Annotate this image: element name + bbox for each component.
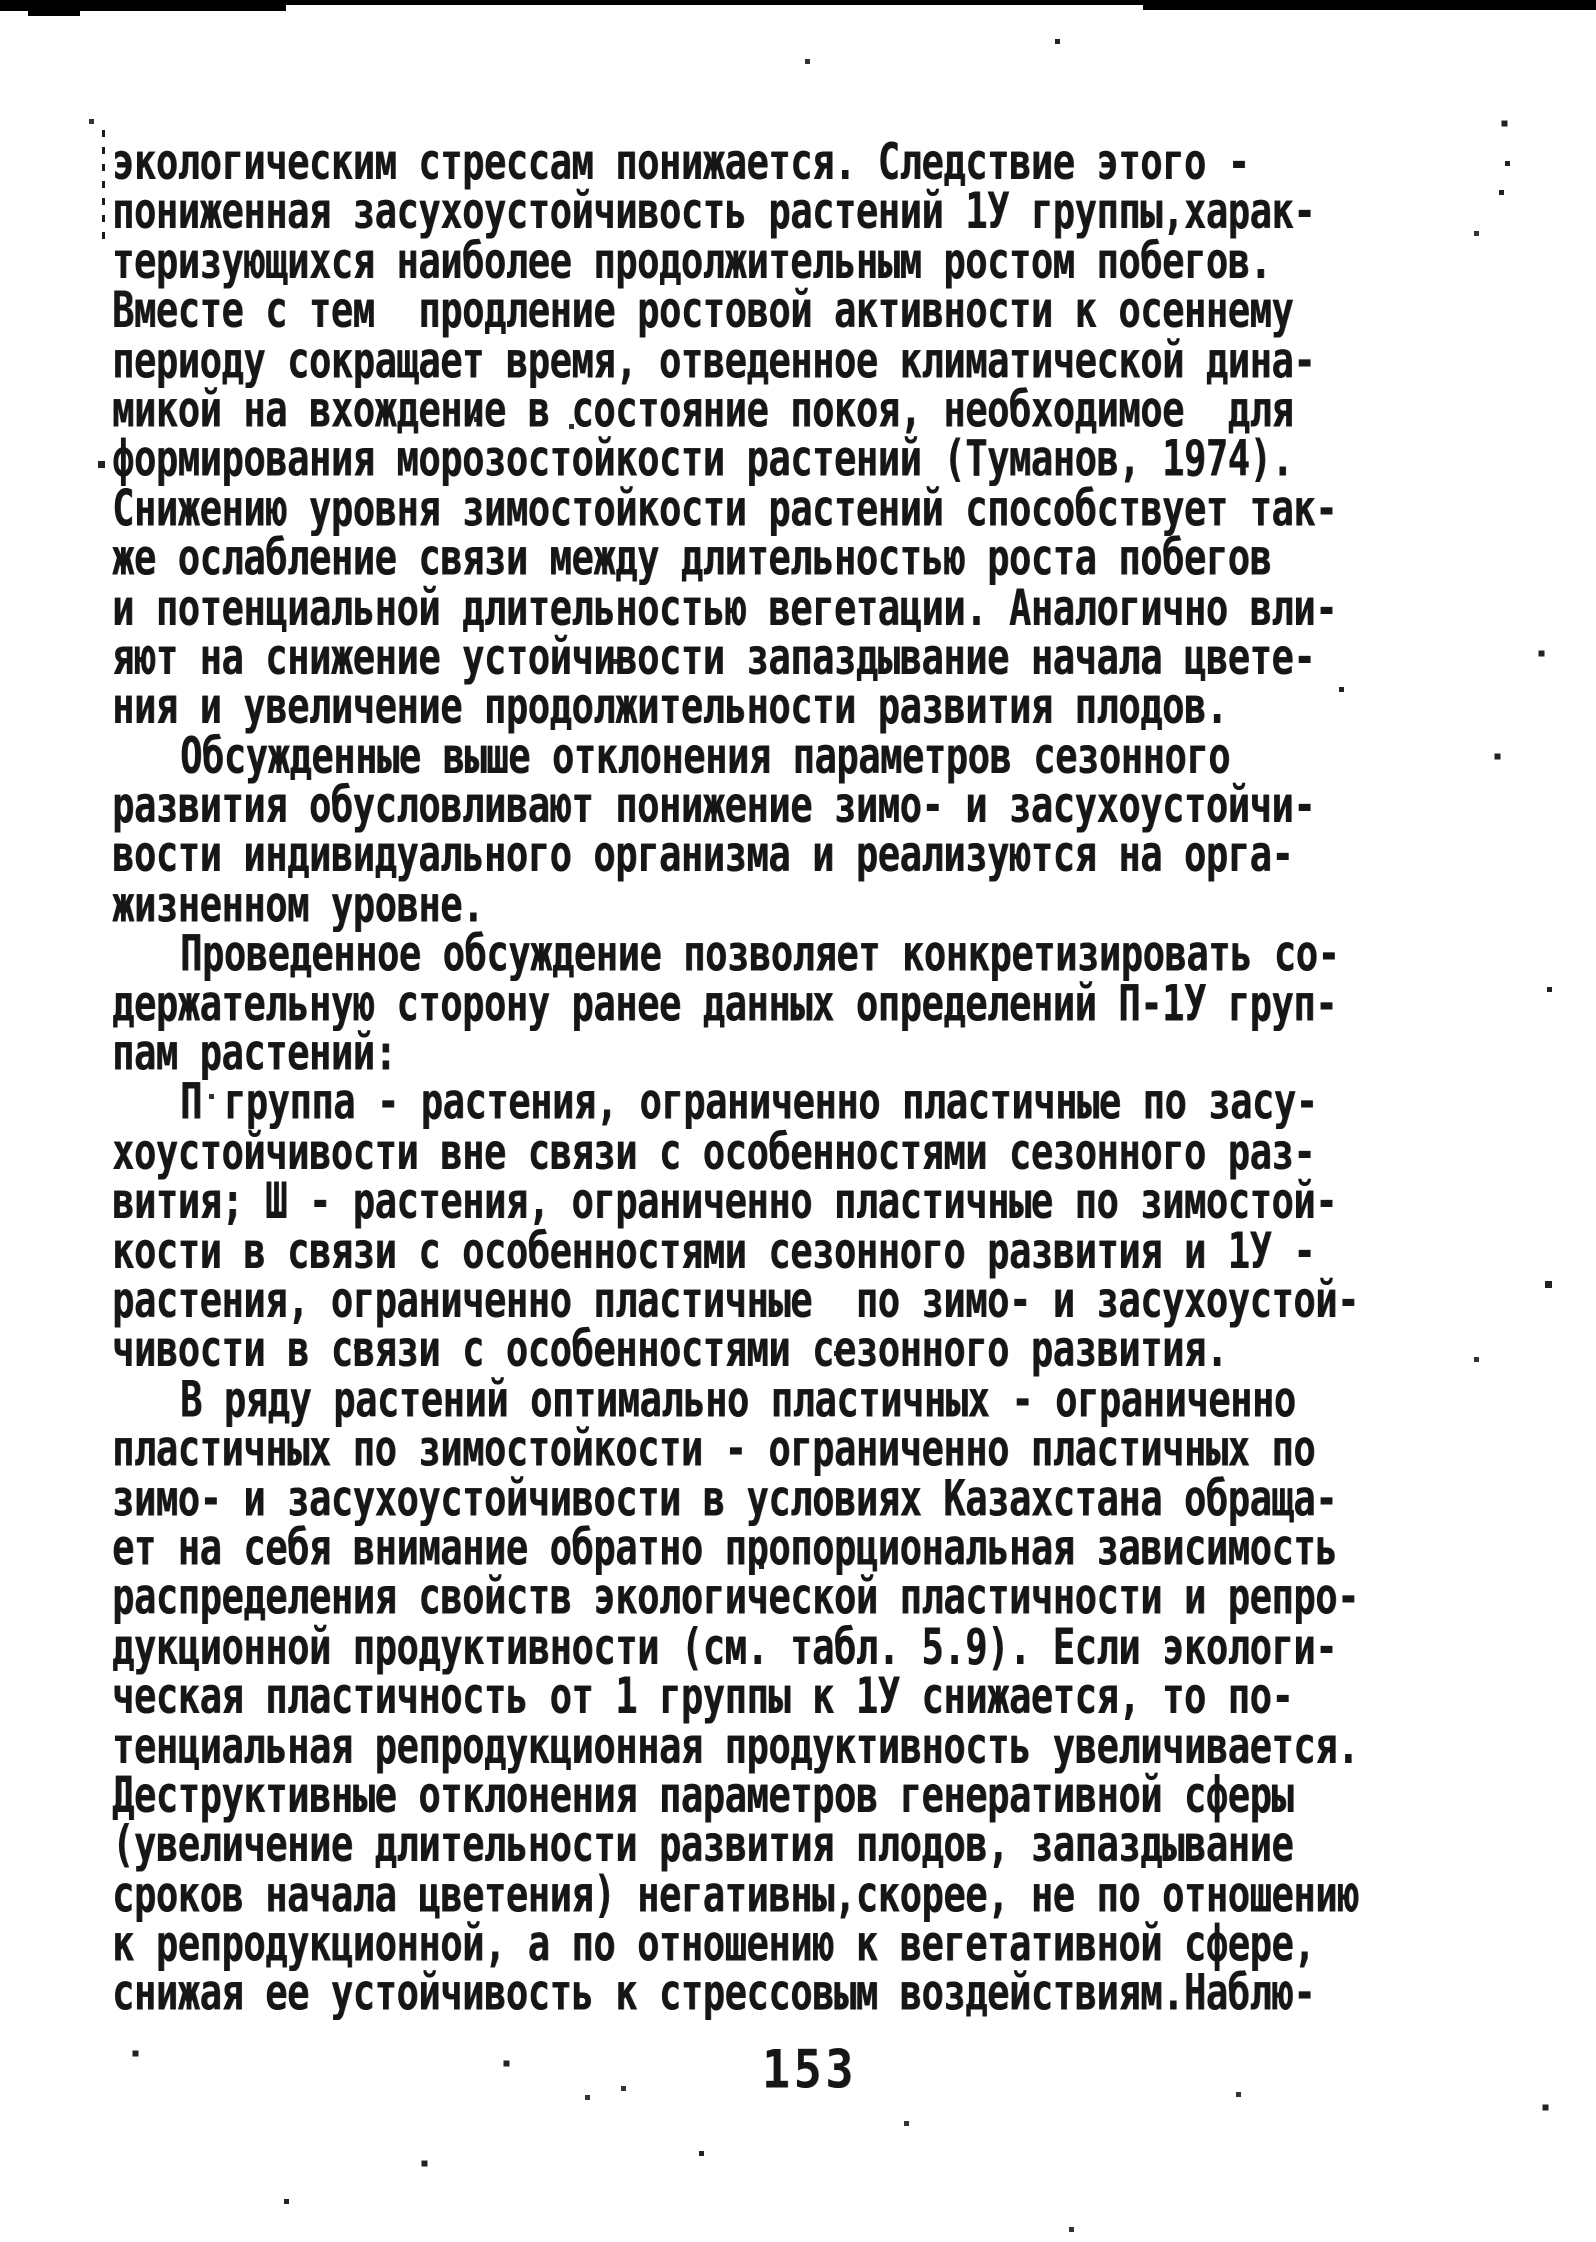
text-line: растения, ограниченно пластичные по зимо- и засухоустой- xyxy=(112,1270,1359,1330)
text-line: Вместе с тем продление ростовой активности к осеннему xyxy=(112,281,1294,340)
text-line: Снижению уровня зимостойкости растений способствует так- xyxy=(112,478,1338,538)
text-line: теризующихся наиболее продолжительным ростом побегов. xyxy=(112,231,1272,291)
text-line: ческая пластичность от 1 группы к 1У снижается, то по- xyxy=(112,1666,1294,1726)
text-line: держательную сторону ранее данных определений П-1У груп- xyxy=(112,973,1338,1033)
text-line: чивости в связи с особенностями сезонного развития. xyxy=(112,1320,1228,1379)
text-line: же ослабление связи между длительностью роста побегов xyxy=(112,528,1272,587)
text-line: сроков начала цветения) негативны,скорее, не по отношению xyxy=(112,1864,1359,1924)
text-line: кости в связи с особенностями сезонного развития и 1У - xyxy=(112,1221,1316,1280)
text-line: жизненном уровне. xyxy=(112,874,484,934)
margin-dash-artifact xyxy=(102,130,105,240)
page-text xyxy=(112,132,1532,2023)
text-line: хоустойчивости вне связи с особенностями сезонного раз- xyxy=(112,1122,1316,1181)
text-line: экологическим стрессам понижается. Следствие этого - xyxy=(112,132,1250,192)
text-line: П группа - растения, ограниченно пластичные по засу- xyxy=(180,1072,1318,1132)
text-line: тенциальная репродукционная продуктивность увеличивается. xyxy=(112,1716,1359,1775)
text-line: ния и увеличение продолжительности развития плодов. xyxy=(112,676,1228,736)
scan-edge-artifact-top-right xyxy=(1143,0,1596,10)
text-line: дукционной продуктивности (см. табл. 5.9). Если экологи- xyxy=(112,1617,1338,1676)
text-line: пам растений: xyxy=(112,1023,397,1082)
text-line: зимо- и засухоустойчивости в условиях Казахстана обраща- xyxy=(112,1468,1338,1528)
text-line: Проведенное обсуждение позволяет конкретизировать со- xyxy=(180,924,1340,983)
text-line: развития обусловливают понижение зимо- и засухоустойчи- xyxy=(112,775,1316,835)
text-line: снижая ее устойчивость к стрессовым воздействиям.Наблю- xyxy=(112,1963,1316,2023)
text-line: Обсужденные выше отклонения параметров сезонного xyxy=(180,726,1231,785)
text-line: формирования морозостойкости растений (Туманов, 1974). xyxy=(112,429,1294,488)
text-line: и потенциальной длительностью вегетации. Аналогично вли- xyxy=(112,577,1338,637)
text-line: вития; Ш - растения, ограниченно пластичные по зимостой- xyxy=(112,1171,1338,1231)
text-line: ет на себя внимание обратно пропорциональная зависимость xyxy=(112,1518,1338,1577)
toner-speck-artifacts xyxy=(0,0,3,3)
text-line: яют на снижение устойчивости запаздывание начала цвете- xyxy=(112,627,1316,686)
scan-edge-artifact-tick xyxy=(28,10,80,16)
text-line: вости индивидуального организма и реализуются на орга- xyxy=(112,825,1294,884)
text-line: периоду сокращает время, отведенное климатической дина- xyxy=(112,330,1316,390)
text-line: В ряду растений оптимально пластичных - ограниченно xyxy=(180,1369,1296,1429)
text-line: пониженная засухоустойчивость растений 1У группы,харак- xyxy=(112,182,1316,241)
text-line: микой на вхождение в состояние покоя, необходимое для xyxy=(112,380,1294,439)
page-number: 153 xyxy=(762,2038,858,2101)
text-line: Деструктивные отклонения параметров генеративной сферы xyxy=(112,1765,1294,1825)
text-line: (увеличение длительности развития плодов, запаздывание xyxy=(112,1815,1294,1874)
text-line: распределения свойств экологической пластичности и репро- xyxy=(112,1567,1359,1627)
text-line: пластичных по зимостойкости - ограниченно пластичных по xyxy=(112,1419,1316,1478)
text-line: к репродукционной, а по отношению к вегетативной сфере, xyxy=(112,1914,1316,1973)
